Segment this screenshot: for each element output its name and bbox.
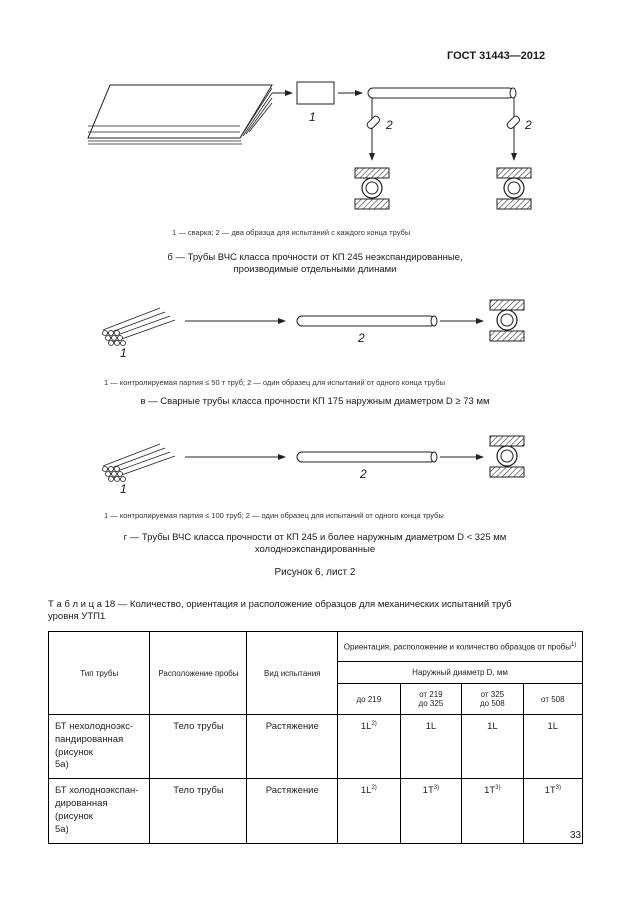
caption-g-line1: г — Трубы ВЧС класса прочности от КП 245 и более наружным диаметром D < 325 мм	[123, 532, 507, 543]
header-pipe-type: Тип трубы	[49, 632, 150, 715]
caption-g-line2: холодноэкспандированные	[254, 544, 376, 555]
header-orientation: Ориентация, расположение и количество образцов от пробы$^{1)}$	[338, 632, 583, 662]
sample-icon-right	[506, 115, 521, 130]
legend-v: 1 — контролируемая партия ≤ 50 т труб; 2 — один образец для испытаний от одного конца трубы	[104, 378, 446, 387]
cell-location: Тело трубы	[150, 779, 247, 843]
legend-g: 1 — контролируемая партия ≤ 100 труб; 2 — один образец для испытаний от одного конца трубы	[104, 511, 444, 520]
cell-c4: 1L	[523, 715, 582, 779]
sample-icon-left	[366, 115, 381, 130]
label-1-v: 1	[120, 346, 127, 360]
ring-test-left	[355, 168, 389, 209]
header-d2: от 219 до 325	[400, 684, 461, 715]
label-2-g: 2	[360, 467, 367, 481]
header-d3: от 325 до 508	[462, 684, 523, 715]
table-18	[48, 631, 583, 844]
label-1-b: 1	[309, 110, 316, 124]
plate-stack-illustration	[88, 85, 272, 144]
pipe-bundle-v	[103, 308, 176, 346]
header-outer-diameter: Наружный диаметр D, мм	[338, 662, 583, 684]
table-title-line1: Т а б л и ц а 18 — Количество, ориентация и расположение образцов для механических испытаний труб	[48, 599, 512, 610]
pipe-v	[297, 316, 437, 326]
legend-b: 1 — сварка; 2 — два образца для испытаний с каждого конца трубы	[172, 228, 411, 237]
cell-c1: $1L^{2)}$	[338, 779, 401, 843]
ring-test-right	[497, 168, 531, 209]
cell-location: Тело трубы	[150, 715, 247, 779]
table-row	[49, 715, 583, 779]
table-title-line2: уровня УТП1	[48, 611, 106, 622]
figure-caption: Рисунок 6, лист 2	[274, 567, 356, 578]
label-2-v: 2	[358, 331, 365, 345]
welding-box	[297, 82, 334, 104]
label-2a-b: 2	[386, 118, 393, 132]
caption-v: в — Сварные трубы класса прочности КП 175 наружным диаметром D ≥ 73 мм	[140, 396, 490, 407]
cell-c3: 1L	[462, 715, 523, 779]
cell-c2: $1Т^{3)}$	[400, 779, 461, 843]
cell-c2: 1L	[400, 715, 461, 779]
pipe-bundle-g	[103, 444, 176, 482]
header-test-type: Вид испытания	[247, 632, 338, 715]
header-sample-location: Расположение пробы	[150, 632, 247, 715]
ring-test-v	[490, 300, 524, 341]
cell-c3: $1Т^{3)}$	[462, 779, 523, 843]
cell-type: БТ нехолодноэкс- пандированная (рисунок 5а)	[49, 715, 150, 779]
caption-b-line2: производимые отдельными длинами	[233, 264, 397, 275]
label-2b-b: 2	[525, 118, 532, 132]
header-d4: от 508	[523, 684, 582, 715]
header-d1: до 219	[338, 684, 401, 715]
page-number: 33	[570, 830, 582, 841]
cell-c1: $1L^{2)}$	[338, 715, 401, 779]
document-header: ГОСТ 31443—2012	[447, 50, 546, 62]
pipe-g	[297, 452, 437, 462]
pipe-b	[368, 88, 516, 98]
ring-test-g	[490, 436, 524, 477]
table-row	[49, 779, 583, 843]
cell-test: Растяжение	[247, 715, 338, 779]
label-1-g: 1	[120, 482, 127, 496]
cell-c4: $1Т^{3)}$	[523, 779, 582, 843]
cell-type: БТ холодноэкспан- дированная (рисунок 5а)	[49, 779, 150, 843]
cell-test: Растяжение	[247, 779, 338, 843]
caption-b-line1: б — Трубы ВЧС класса прочности от КП 245 неэкспандированные,	[167, 252, 463, 263]
